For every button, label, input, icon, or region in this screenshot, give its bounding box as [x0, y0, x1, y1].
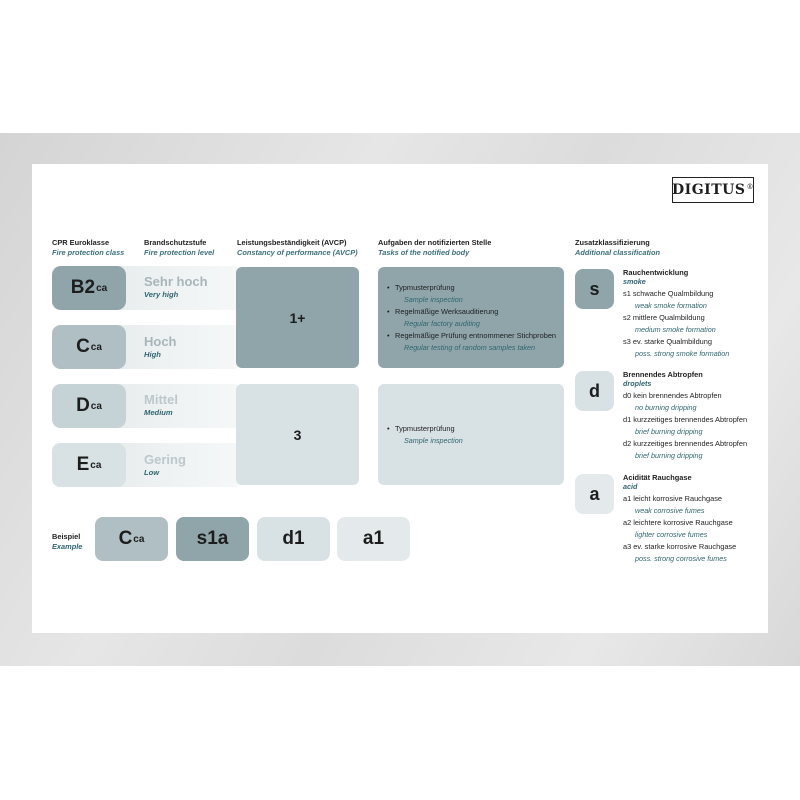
- task-item: • Regelmäßige Prüfung entnommener Stichproben: [387, 330, 557, 340]
- class-pill-b2ca: [52, 266, 126, 310]
- header-level-en: Fire protection level: [144, 247, 215, 257]
- header-tasks: [378, 238, 491, 257]
- group-item-en: poss. strong corrosive fumes: [635, 554, 727, 563]
- task-item-en: Regular factory auditing: [404, 318, 480, 328]
- level-de: Hoch: [144, 334, 177, 349]
- group-title: Brennendes Abtropfen: [623, 370, 703, 379]
- header-euroclass-de: CPR Euroklasse: [52, 238, 110, 247]
- header-tasks-en: Tasks of the notified body: [378, 247, 470, 257]
- class-main: D: [76, 395, 90, 416]
- example-smoke-pill: s1a: [176, 517, 249, 561]
- level-en: High: [144, 350, 161, 359]
- group-item-en: brief burning dripping: [635, 451, 703, 460]
- group-title: Acidität Rauchgase: [623, 473, 692, 482]
- group-title-en: smoke: [623, 277, 646, 286]
- droplets-group: [623, 370, 747, 462]
- group-item: a1 leicht korrosive Rauchgase: [623, 494, 723, 503]
- example-label-en: Example: [52, 541, 83, 551]
- task-item: • Regelmäßige Werksauditierung: [387, 306, 499, 316]
- group-item: s3 ev. starke Qualmbildung: [623, 337, 713, 346]
- header-avcp-en: Constancy of performance (AVCP): [237, 247, 358, 257]
- letter-a: a: [575, 474, 614, 514]
- example-acid-pill: a1: [337, 517, 410, 561]
- smoke-group: [623, 268, 729, 360]
- avcp-value: 1+: [289, 309, 306, 326]
- class-main: E: [76, 454, 90, 475]
- group-item-en: weak smoke formation: [635, 301, 707, 310]
- header-euroclass-en: Fire protection class: [52, 247, 125, 257]
- class-sub: ca: [90, 459, 102, 471]
- group-item: s2 mittlere Qualmbildung: [623, 313, 705, 322]
- class-sub: ca: [96, 282, 108, 294]
- example-label: [52, 532, 82, 551]
- avcp-block-upper: [236, 267, 359, 368]
- avcp-block-lower: [236, 384, 359, 485]
- group-item-en: weak corrosive fumes: [635, 506, 705, 515]
- example-class-pill: C ca: [95, 517, 168, 561]
- group-title: Rauchentwicklung: [623, 268, 689, 277]
- group-item-en: brief burning dripping: [635, 427, 703, 436]
- task-item: • Typmusterprüfung: [387, 282, 455, 292]
- group-item: a2 leichtere korrosive Rauchgase: [623, 518, 733, 527]
- group-title-en: droplets: [623, 379, 652, 388]
- level-en: Medium: [144, 408, 173, 417]
- group-item-en: no burning dripping: [635, 403, 697, 412]
- class-pill-cca: [52, 325, 126, 369]
- level-medium: [144, 393, 178, 417]
- level-en: Low: [144, 468, 160, 477]
- class-main: B2: [70, 277, 96, 298]
- tasks-block-lower: [378, 384, 564, 485]
- task-item: • Typmusterprüfung: [387, 423, 455, 433]
- letter-s: s: [575, 269, 614, 309]
- group-item: d1 kurzzeitiges brennendes Abtropfen: [623, 415, 748, 424]
- task-item-en: Sample inspection: [404, 294, 463, 304]
- level-en: Very high: [144, 290, 179, 299]
- group-item-en: lighter corrosive fumes: [635, 530, 708, 539]
- header-avcp: [237, 238, 358, 257]
- header-euroclass: [52, 238, 124, 257]
- acid-group: [623, 473, 736, 565]
- logo-text: DIGITUS: [672, 182, 746, 198]
- group-item: d0 kein brennendes Abtropfen: [623, 391, 722, 400]
- level-very-high: [144, 275, 208, 299]
- task-item-en: Sample inspection: [404, 435, 463, 445]
- tasks-block-upper: [378, 267, 564, 368]
- level-de: Gering: [144, 452, 186, 467]
- group-item-en: medium smoke formation: [635, 325, 716, 334]
- header-tasks-de: Aufgaben der notifizierten Stelle: [378, 238, 492, 247]
- header-additional: [575, 238, 660, 257]
- level-high: [144, 335, 177, 359]
- group-title-en: acid: [623, 482, 638, 491]
- group-item-en: poss. strong smoke formation: [635, 349, 730, 358]
- header-additional-de: Zusatzklassifizierung: [575, 238, 650, 247]
- class-pill-dca: [52, 384, 126, 428]
- registered-mark: ®: [746, 183, 754, 191]
- example-droplets-pill: d1: [257, 517, 330, 561]
- task-item-en: Regular testing of random samples taken: [404, 342, 536, 352]
- group-item: s1 schwache Qualmbildung: [623, 289, 714, 298]
- avcp-value: 3: [293, 426, 302, 443]
- level-de: Mittel: [144, 392, 178, 407]
- class-pill-eca: [52, 443, 126, 487]
- header-level: [144, 238, 214, 257]
- class-main: C: [76, 336, 90, 357]
- header-additional-en: Additional classification: [575, 247, 661, 257]
- digitus-logo: [672, 177, 754, 203]
- class-sub: ca: [90, 400, 102, 412]
- letter-d: d: [575, 371, 614, 411]
- group-item: d2 kurzzeitiges brennendes Abtropfen: [623, 439, 748, 448]
- example-label-de: Beispiel: [52, 532, 81, 541]
- group-item: a3 ev. starke korrosive Rauchgase: [623, 542, 737, 551]
- header-level-de: Brandschutzstufe: [144, 238, 207, 247]
- level-de: Sehr hoch: [144, 274, 208, 289]
- level-low: [144, 453, 186, 477]
- class-sub: ca: [90, 341, 102, 353]
- header-avcp-de: Leistungsbeständigkeit (AVCP): [237, 238, 347, 247]
